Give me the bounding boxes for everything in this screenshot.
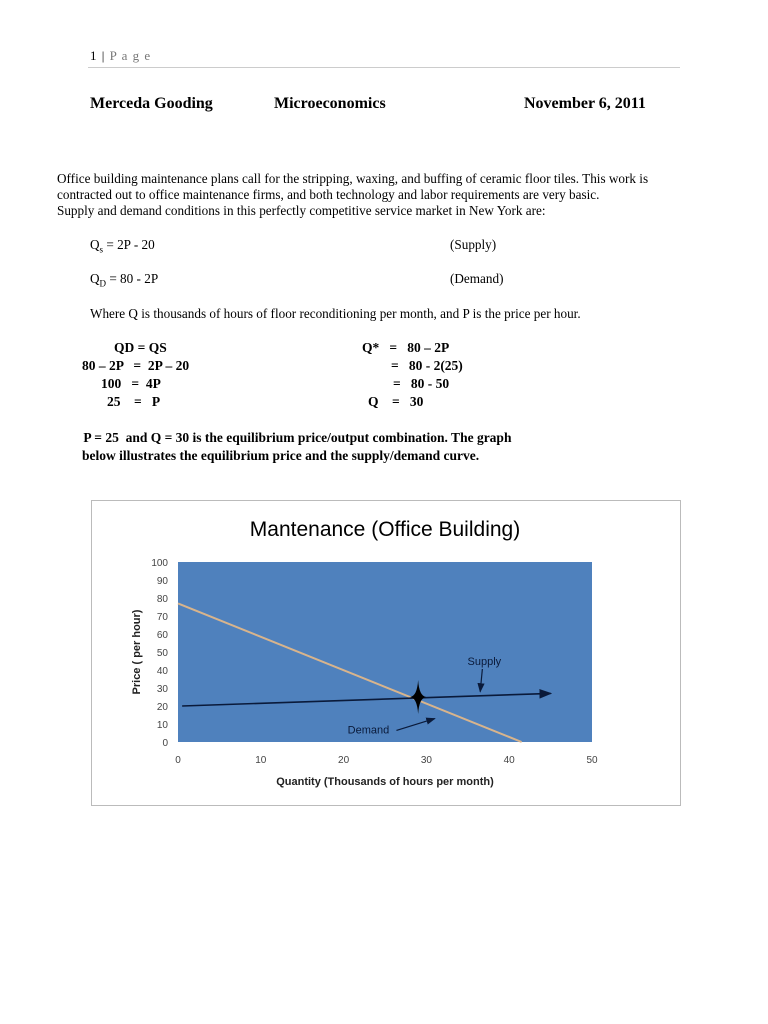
- intro-line: Supply and demand conditions in this perfectly competitive service market in New York are:: [57, 203, 546, 218]
- demand-annotation: Demand: [347, 724, 390, 737]
- chart-svg: [92, 501, 680, 805]
- where-text: Where Q is thousands of hours of floor reconditioning per month, and P is the price per hour.: [90, 306, 581, 321]
- eq-sub: D: [99, 278, 107, 289]
- conclusion-line: P = 25 and Q = 30 is the equilibrium price/output combination. The graph: [80, 430, 512, 445]
- x-tick-label: 30: [420, 755, 432, 766]
- eq-lhs: Q: [90, 271, 100, 286]
- x-tick-label: 50: [586, 755, 598, 766]
- supply-label: (Supply): [450, 237, 497, 252]
- author: Merceda Gooding: [90, 95, 213, 112]
- y-axis-label: Price ( per hour): [131, 609, 143, 695]
- page-number: 1: [90, 48, 98, 63]
- eq-rhs: = 2P - 20: [103, 237, 155, 252]
- y-tick-label: 90: [156, 576, 168, 587]
- date: November 6, 2011: [524, 95, 646, 112]
- y-tick-label: 60: [156, 630, 168, 641]
- solve-right: Q = 30: [368, 394, 424, 409]
- x-axis-label: Quantity (Thousands of hours per month): [276, 776, 494, 788]
- intro-line: Office building maintenance plans call for the stripping, waxing, and buffing of ceramic floor tiles. This work is: [57, 171, 649, 186]
- solve-right: = 80 - 2(25): [391, 358, 463, 373]
- demand-equation: [90, 271, 158, 289]
- y-tick-label: 30: [156, 684, 168, 695]
- chart: [91, 500, 681, 806]
- header-separator: |: [101, 48, 106, 63]
- course: Microeconomics: [274, 95, 386, 112]
- plot-area: [178, 562, 592, 742]
- solve-right: = 80 - 50: [393, 376, 450, 391]
- solve-left: 100 = 4P: [101, 376, 161, 391]
- supply-annotation: Supply: [467, 656, 502, 668]
- x-tick-label: 0: [175, 755, 181, 766]
- x-tick-label: 20: [338, 755, 350, 766]
- solve-left: QD = QS: [114, 340, 167, 355]
- y-tick-label: 70: [156, 612, 168, 623]
- solve-left: 25 = P: [107, 394, 161, 409]
- supply-equation: [90, 237, 155, 255]
- y-tick-label: 100: [151, 558, 168, 569]
- y-tick-label: 80: [156, 594, 168, 605]
- header-rule: [88, 67, 680, 68]
- x-tick-label: 40: [503, 755, 515, 766]
- y-tick-label: 0: [162, 738, 168, 749]
- demand-label: (Demand): [450, 271, 504, 286]
- x-tick-label: 10: [255, 755, 267, 766]
- eq-lhs: Q: [90, 237, 100, 252]
- y-tick-label: 10: [156, 720, 168, 731]
- solve-right: Q* = 80 – 2P: [362, 340, 450, 355]
- eq-sub: s: [99, 244, 104, 255]
- intro-line: contracted out to office maintenance firms, and both technology and labor requirements are very basic.: [57, 187, 600, 202]
- y-tick-label: 20: [156, 702, 168, 713]
- eq-rhs: = 80 - 2P: [106, 271, 159, 286]
- chart-title: Mantenance (Office Building): [249, 518, 521, 541]
- y-tick-label: 40: [156, 666, 168, 677]
- y-tick-label: 50: [156, 648, 168, 659]
- solve-left: 80 – 2P = 2P – 20: [82, 358, 190, 373]
- page-word: P a g e: [109, 48, 152, 63]
- conclusion-line: below illustrates the equilibrium price and the supply/demand curve.: [82, 448, 480, 463]
- page-header: [90, 48, 151, 64]
